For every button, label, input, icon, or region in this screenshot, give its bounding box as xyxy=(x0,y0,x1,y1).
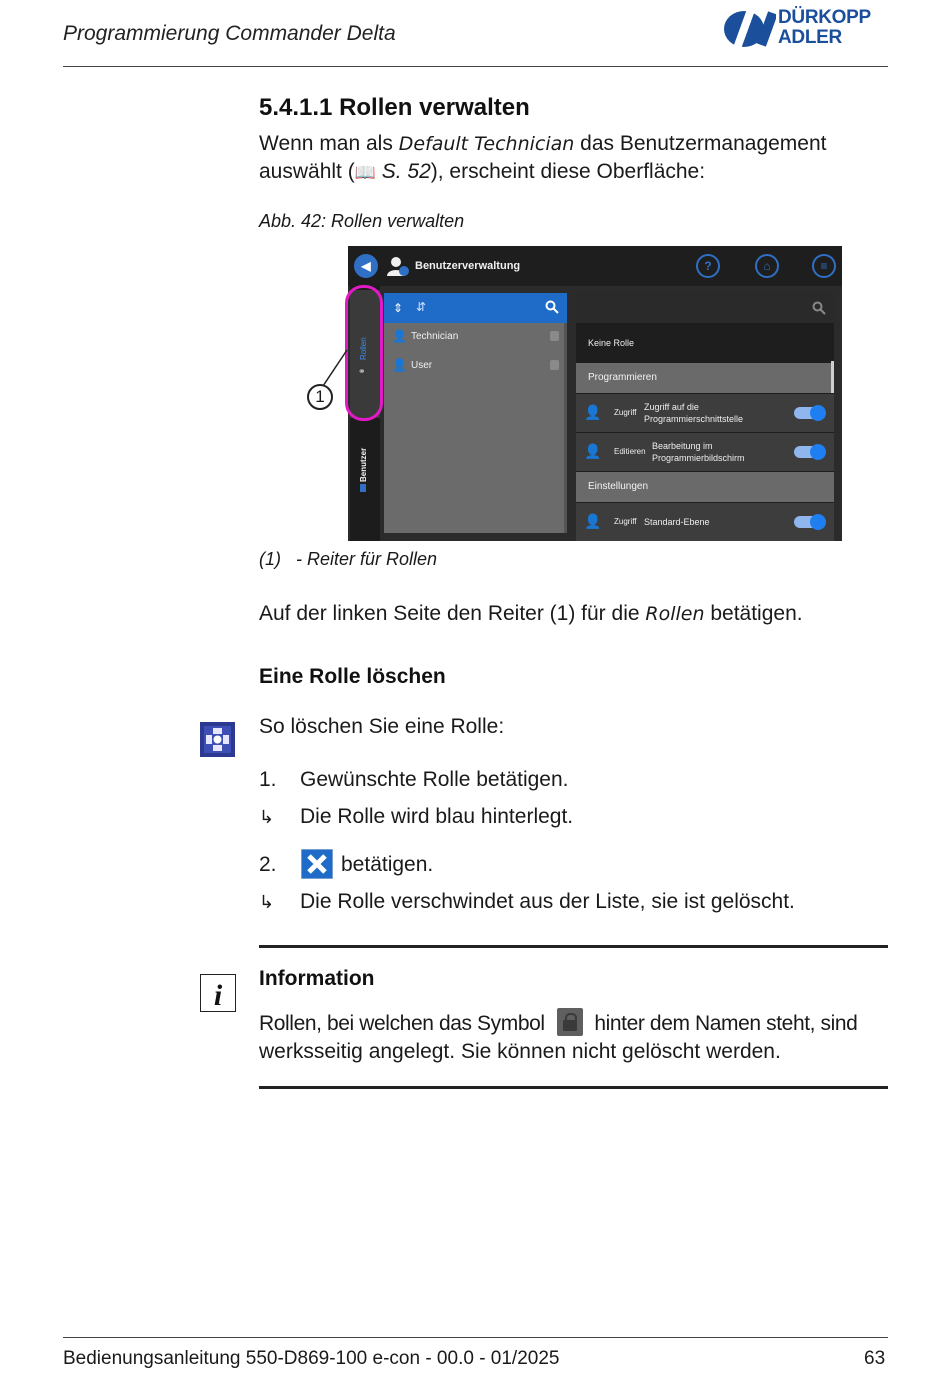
info-title: Information xyxy=(259,967,375,990)
permission-action: Zugriff xyxy=(614,517,637,526)
permission-icon: 👤 xyxy=(584,443,602,459)
permission-toggle[interactable] xyxy=(794,407,824,419)
info-text xyxy=(259,1008,857,1066)
instruction-text-a: Auf der linken Seite den Reiter (1) für die xyxy=(259,602,646,625)
expand-icon[interactable]: ⇵ xyxy=(416,300,427,314)
result-arrow-icon: ↳ xyxy=(259,892,275,912)
lock-icon xyxy=(550,360,559,370)
procedure-icon xyxy=(200,722,235,757)
duerkopp-adler-logo xyxy=(722,8,892,52)
info-text-line2: werksseitig angelegt. Sie können nicht gelöscht werden. xyxy=(259,1040,781,1063)
intro-text-c: auswählt ( xyxy=(259,160,355,183)
roles-tab-instruction xyxy=(259,600,803,628)
footer-document-id: Bedienungsanleitung 550-D869-100 e-con - 00.0 - 01/2025 xyxy=(63,1348,560,1369)
back-icon[interactable]: ◀ xyxy=(354,254,378,278)
user-management-screenshot xyxy=(348,246,842,541)
permissions-panel xyxy=(576,293,834,541)
help-icon[interactable]: ? xyxy=(696,254,720,278)
running-header-title: Programmierung Commander Delta xyxy=(63,22,396,45)
instruction-italic: Rollen xyxy=(645,603,705,625)
permission-line1: Standard-Ebene xyxy=(644,517,710,527)
permission-row[interactable] xyxy=(576,503,834,541)
intro-paragraph xyxy=(259,130,826,187)
role-user-icon: 👤 xyxy=(392,358,407,372)
app-title: Benutzerverwaltung xyxy=(415,260,521,272)
sort-icon[interactable]: ⇕ xyxy=(393,301,404,315)
role-row-technician[interactable] xyxy=(384,323,567,351)
header-divider xyxy=(63,66,888,67)
callout-number: 1 xyxy=(307,384,333,410)
lock-icon xyxy=(550,331,559,341)
role-name: Technician xyxy=(411,331,459,342)
step-result: Die Rolle verschwindet aus der Liste, sie ist gelöscht. xyxy=(300,890,795,913)
app-topbar xyxy=(348,246,842,286)
step-text: betätigen. xyxy=(341,853,434,876)
search-icon[interactable] xyxy=(812,301,826,315)
page-reference-link[interactable]: S. 52 xyxy=(375,160,431,183)
section-heading: 5.4.1.1 Rollen verwalten xyxy=(259,94,530,121)
permission-icon: 👤 xyxy=(584,404,602,420)
step-result: Die Rolle wird blau hinterlegt. xyxy=(300,805,574,828)
page-number: 63 xyxy=(864,1348,886,1369)
info-text-a: Rollen, bei welchen das Symbol xyxy=(259,1012,545,1035)
permission-line2: Programmierschnittstelle xyxy=(644,414,744,424)
info-top-rule xyxy=(259,945,888,948)
svg-text:i: i xyxy=(213,979,223,1012)
footer-divider xyxy=(63,1337,888,1338)
permission-toggle[interactable] xyxy=(794,446,824,458)
result-arrow-icon: ↳ xyxy=(259,807,275,827)
permission-line2: Programmierbildschirm xyxy=(652,453,745,463)
info-icon xyxy=(200,974,236,1012)
subheading-delete-role: Eine Rolle löschen xyxy=(259,665,446,688)
permission-row[interactable] xyxy=(576,433,834,471)
roles-list-toolbar xyxy=(384,293,567,323)
lock-symbol-icon xyxy=(557,1008,583,1036)
step-number: 1. xyxy=(259,768,277,791)
key-icon: ⚭ xyxy=(358,366,366,376)
tab-roles-label: Rollen xyxy=(359,337,368,360)
permission-row[interactable] xyxy=(576,394,834,432)
instruction-text-b: betätigen. xyxy=(704,602,803,625)
users-tab-icon xyxy=(360,484,366,492)
intro-text-a: Wenn man als xyxy=(259,132,399,155)
legend-text: - Reiter für Rollen xyxy=(296,549,438,569)
figure-caption: Abb. 42: Rollen verwalten xyxy=(259,211,465,231)
intro-text-b: das Benutzermanagement xyxy=(574,132,827,155)
search-icon[interactable] xyxy=(545,300,559,314)
tab-users-label[interactable]: Benutzer xyxy=(359,447,368,482)
role-technician-icon: 👤 xyxy=(392,329,407,343)
user-settings-icon xyxy=(386,254,410,278)
step-text: Gewünschte Rolle betätigen. xyxy=(300,768,569,791)
logo-mark-icon xyxy=(722,8,776,48)
intro-italic-role: Default Technician xyxy=(398,133,575,155)
scrollbar[interactable] xyxy=(831,361,834,393)
role-name: User xyxy=(411,360,433,371)
logo-text-line2: ADLER xyxy=(778,27,842,48)
step-number: 2. xyxy=(259,853,277,876)
book-icon: 📖 xyxy=(354,163,376,182)
home-icon[interactable]: ⌂ xyxy=(755,254,779,278)
logo-text-line1: DÜRKOPP xyxy=(778,7,871,28)
permission-toggle[interactable] xyxy=(794,516,824,528)
permission-action: Zugriff xyxy=(614,408,637,417)
procedure-intro: So löschen Sie eine Rolle: xyxy=(259,715,505,738)
callout-leader-line xyxy=(320,348,350,388)
no-role-label: Keine Rolle xyxy=(588,338,635,348)
roles-tab-highlight xyxy=(345,285,383,421)
permissions-search-bar xyxy=(576,293,834,323)
scrollbar[interactable] xyxy=(564,323,567,533)
roles-list-panel xyxy=(384,293,567,533)
permission-line1: Bearbeitung im xyxy=(652,441,713,451)
menu-icon[interactable]: ≡ xyxy=(812,254,836,278)
info-text-b: hinter dem Namen steht, sind xyxy=(594,1012,858,1035)
section-programming: Programmieren xyxy=(576,363,834,393)
figure-legend xyxy=(259,549,437,570)
intro-text-d: ), erscheint diese Oberfläche: xyxy=(430,160,706,183)
permission-icon: 👤 xyxy=(584,513,602,529)
legend-number: (1) xyxy=(259,549,281,569)
permission-action: Editieren xyxy=(614,447,646,456)
role-row-user[interactable] xyxy=(384,352,567,380)
delete-button-icon xyxy=(301,849,333,879)
info-bottom-rule xyxy=(259,1086,888,1089)
section-settings: Einstellungen xyxy=(576,472,834,502)
permission-line1: Zugriff auf die xyxy=(644,402,699,412)
